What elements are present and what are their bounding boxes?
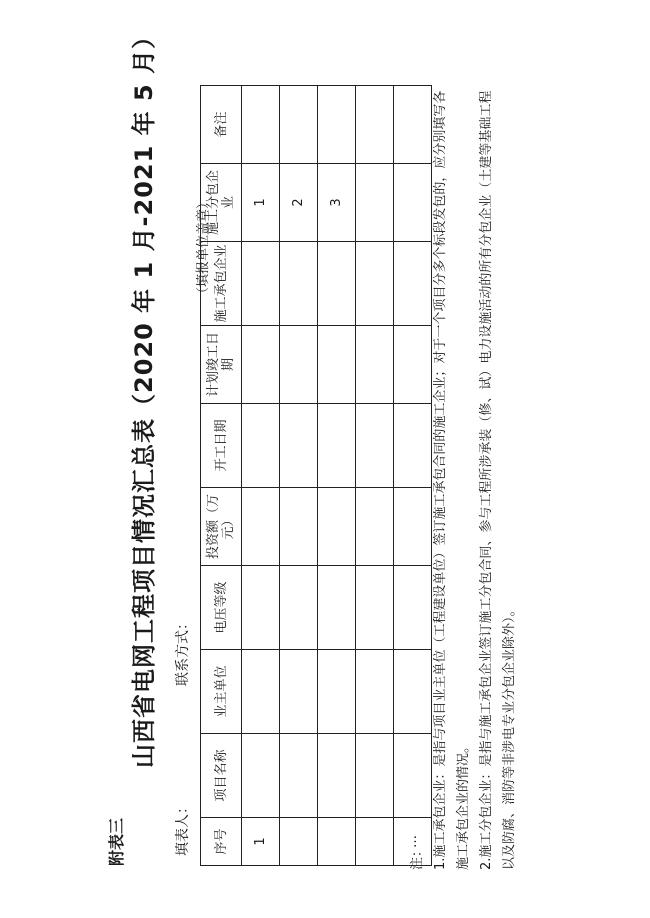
table-row [356,86,394,866]
note-item-1: 1.施工承包企业：是指与项目业主单位（工程建设单位）签订施工承包合同的施工企业；对于一个项目分多个标段发包的，应分别填写各施工承包企业的情况。 [433,90,471,870]
table-cell [356,734,394,818]
notes-heading: 注： [410,843,425,870]
header-cell: 计划竣工日期 [201,326,242,404]
table-cell [318,488,356,566]
header-cell: 序号 [201,818,242,866]
project-summary-table [200,85,432,866]
table-cell [280,404,318,488]
header-cell: 开工日期 [201,404,242,488]
table-cell [242,86,280,164]
table-cell [280,86,318,164]
table-cell [318,650,356,734]
table-cell [318,404,356,488]
filler-label: 填表人： [175,800,191,856]
attachment-label: 附表三 [107,817,126,866]
header-cell: 备注 [201,86,242,164]
table-cell [318,818,356,866]
table-cell [280,734,318,818]
table-cell [280,242,318,326]
table-cell [242,242,280,326]
notes-section [406,80,521,870]
header-cell: 施工分包企业 [201,164,242,242]
table-cell [356,86,394,164]
table-cell [356,818,394,866]
table-cell [280,326,318,404]
table-cell [356,566,394,650]
table-cell [318,566,356,650]
table-cell [242,488,280,566]
table-cell [280,566,318,650]
table-row [280,86,318,866]
contact-label: 联系方式： [175,616,191,686]
table-cell [356,488,394,566]
table-cell: … [394,818,432,866]
table-cell [280,650,318,734]
note-item-2: 2.施工分包企业：是指与施工承包企业签订施工分包合同、参与工程所涉承装（修、试）电力设施活动的所有分包企业（土建等基础工程以及防腐、消防等非涉电专业分包企业除外）。 [479,90,517,870]
table-cell [242,650,280,734]
table-cell [318,326,356,404]
table-cell: 1 [242,818,280,866]
header-cell: 业主单位 [201,650,242,734]
table-cell [318,86,356,164]
table-cell: 3 [318,164,356,242]
header-cell: 投资额（万元） [201,488,242,566]
table-cell [280,818,318,866]
table-row [318,86,356,866]
table-cell [242,404,280,488]
table-cell [318,242,356,326]
table-cell: 1 [242,164,280,242]
table-cell [356,404,394,488]
table-cell [280,488,318,566]
table-row [242,86,280,866]
table-cell [356,326,394,404]
table-cell: 2 [280,164,318,242]
table-cell [356,164,394,242]
table-cell [356,650,394,734]
header-cell: 施工承包企业 [201,242,242,326]
header-cell: 电压等级 [201,566,242,650]
seal-note: （填报单位盖章） [196,195,211,300]
table-cell [242,734,280,818]
header-cell: 项目名称 [201,734,242,818]
table-cell [356,242,394,326]
table-cell [242,566,280,650]
table-cell [242,326,280,404]
document-title: 山西省电网工程项目情况汇总表（2020 年 1 月-2021 年 5 月） [130,23,158,768]
table-header-row [201,86,242,866]
table-cell [318,734,356,818]
